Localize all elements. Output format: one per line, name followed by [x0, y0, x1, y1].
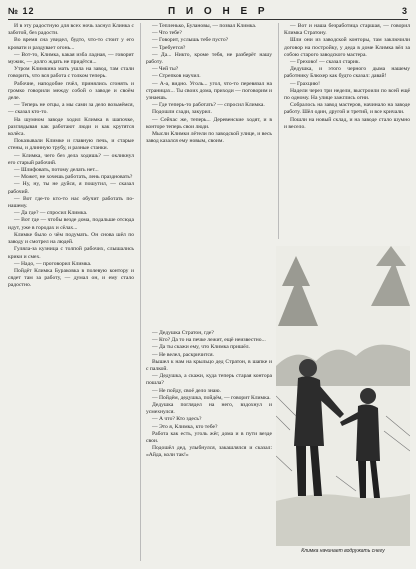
paragraph: — Говорит, услышь тебе пусто? — [152, 37, 229, 44]
paragraph: — А что? Кто здесь? — [152, 416, 202, 423]
paragraph: Пойдёт Климка Бураковка в полевую контору и сядет там за работу, — думал он, и ему стало радостно. — [8, 267, 134, 289]
paragraph: Мысли Климки лётели по заводской улице, и весь завод казался ему новым, своим. — [146, 131, 272, 145]
paragraph: Гуляла-за кузница с толпой рабочих, слышались крики и смех. — [8, 246, 134, 260]
paragraph: Надели через три недели, выстроили по всей ещё по одному. На улице зажглись огни. — [284, 87, 410, 102]
paragraph: — Вот-то, Климка, какая изба ладная, — говорит мужик, — долго ждать не придётся... — [8, 51, 134, 66]
paragraph: — Сейчас же, теперь... Деревенские ходят, и в конторе теперь свои люди. — [146, 116, 272, 130]
paragraph: — Не велел, раскричится. — [152, 351, 214, 358]
paragraph: — А-а, видно. Уголь... угол, что-то перевязал на страницах... Ты своих дома, приходи — поговорим и узнаешь. — [146, 80, 272, 102]
paragraph: — Грехово! — сказал старик. — [290, 59, 361, 66]
column-divider — [278, 23, 279, 239]
page-number: 3 — [401, 6, 408, 16]
paragraph: И в эту радостную для всех ночь заснул Клинка с заботой, без радости. — [8, 23, 134, 37]
paragraph: Дедушка, и этого черного дыма нашему работнику Блюхер как будто сказал: давай! — [284, 66, 410, 80]
paragraph: Показывали Климке и главную печь, и старые стены, и длинную трубу, и разные станки. — [8, 138, 134, 152]
paragraph: — Да... Никто, кроме тебя, не разберёт нашу работу. — [146, 51, 272, 66]
paragraph: — Надо, — проговорил Климка. — [14, 260, 92, 267]
illustration-caption: Климка начинает водружать снегу — [301, 548, 385, 554]
paragraph: — Теперь не отцы, а мы сами за дело возьмёмся, — сказал кто-то. — [8, 102, 134, 116]
text-column-2 — [146, 23, 272, 323]
paragraph: — Да где? — спросил Климка. — [14, 210, 88, 217]
paragraph: — Грахцию! — [290, 80, 320, 87]
paragraph: — Шлифовать, потому делать нет... — [14, 167, 99, 174]
paragraph: — Вот где — чтобы везде дома, подальше отсюда идут, уже в городах и сёлах... — [8, 217, 134, 231]
paragraph: — Может, не хочешь работать, лень праздновать? — [14, 174, 133, 181]
paragraph: — Кто? Да то на печке лежит, ещё неизвестно... — [152, 337, 266, 344]
paragraph: — Вот где-то кто-то нас обучит работать по-нашему. — [8, 195, 134, 210]
paragraph: Утром Климкина мать ушла на завод, там стали говорить, что вся работа с толком теперь. — [8, 66, 134, 80]
paragraph: — Пойдём, дедушка, пойдём, — говорит Климка. — [152, 394, 271, 401]
paragraph: — Дедушка Стратон, где? — [152, 330, 214, 336]
text-column-1 — [8, 23, 134, 565]
paragraph: — Чей ты? — [152, 66, 179, 73]
header-rule — [8, 19, 408, 20]
paragraph: Вышел к нам на крыльцо дед Стратон, в шапке и с палкой. — [146, 358, 272, 373]
column-divider — [140, 23, 141, 561]
paragraph: — Тепленько, Булановы, — позвал Климка. — [152, 23, 257, 29]
paragraph: Рабочие, наподобие пчёл, принялись сгонять и громко говорили между собой о заводе и своём деле. — [8, 80, 134, 102]
paragraph: — Дедушка, а скажи, куда теперь старая контора пошла? — [146, 373, 272, 387]
illustration-icon — [276, 246, 410, 546]
paragraph: Подошёл дед, улыбнулся, закашлялся и сказал: «Айда, коли так!» — [146, 445, 272, 459]
paragraph: — Где теперь-то работать? — спросил Климка. — [152, 102, 265, 109]
paragraph: — Это я, Климка, кто тебе? — [152, 423, 218, 430]
paragraph: Дедушка поглядел на него, вздохнул и усмехнулся. — [146, 402, 272, 416]
paragraph: — Климка, чего без дела ходишь? — окликнул его старый рабочий. — [8, 152, 134, 166]
issue-number: № 12 — [8, 6, 35, 16]
paragraph: Климке было о чём подумать. Он снова шёл по заводу и смотрел на людей. — [8, 231, 134, 246]
paragraph: — Требуется? — [152, 44, 186, 51]
text-column-3 — [284, 23, 410, 243]
paragraph: — Не пойду, своё дело знаю. — [152, 387, 221, 394]
paragraph: — Ну, ну, ты не дуйся, я пошутил, — сказал рабочий. — [8, 181, 134, 195]
woodcut-figures-illustration — [276, 246, 410, 546]
paragraph: На шумном заводе ходил Климка в шапочке, разглядывая как работают люди и как крутятся колёса. — [8, 116, 134, 138]
paragraph: Пошли на новый склад, и на заводе стало шумно и весело. — [284, 116, 410, 130]
paragraph: Работа как есть, уголь жёг, дома и в пути везде свои. — [146, 430, 272, 445]
paragraph: — Что тебе? — [152, 30, 182, 37]
paragraph: — Да ты скажи ему, что Климка пришёл. — [152, 344, 250, 351]
magazine-title: П И О Н Е Р — [167, 5, 269, 17]
paragraph: Во время сна увидел, будто, что-то стоит у его кровати и раздувает огонь... — [8, 37, 134, 51]
page-header — [8, 4, 408, 18]
paragraph: — Стрепков научил. — [152, 73, 201, 80]
paragraph: Шли они из заводской конторы, там заключили договор на постройку, у деда в доме Климка вёл за собою старого заводского мастера. — [284, 37, 410, 58]
paragraph: Подошли сзади, закурил. — [152, 109, 212, 116]
text-column-2-lower — [146, 330, 272, 560]
paragraph: — Вот и наша безработица старшая, — говорил Климка Стратону. — [284, 23, 410, 37]
paragraph: Собралось на завод мастеров, начинало на заводе работу. Шёл один, другой и третий, и все кричали. — [284, 102, 410, 116]
